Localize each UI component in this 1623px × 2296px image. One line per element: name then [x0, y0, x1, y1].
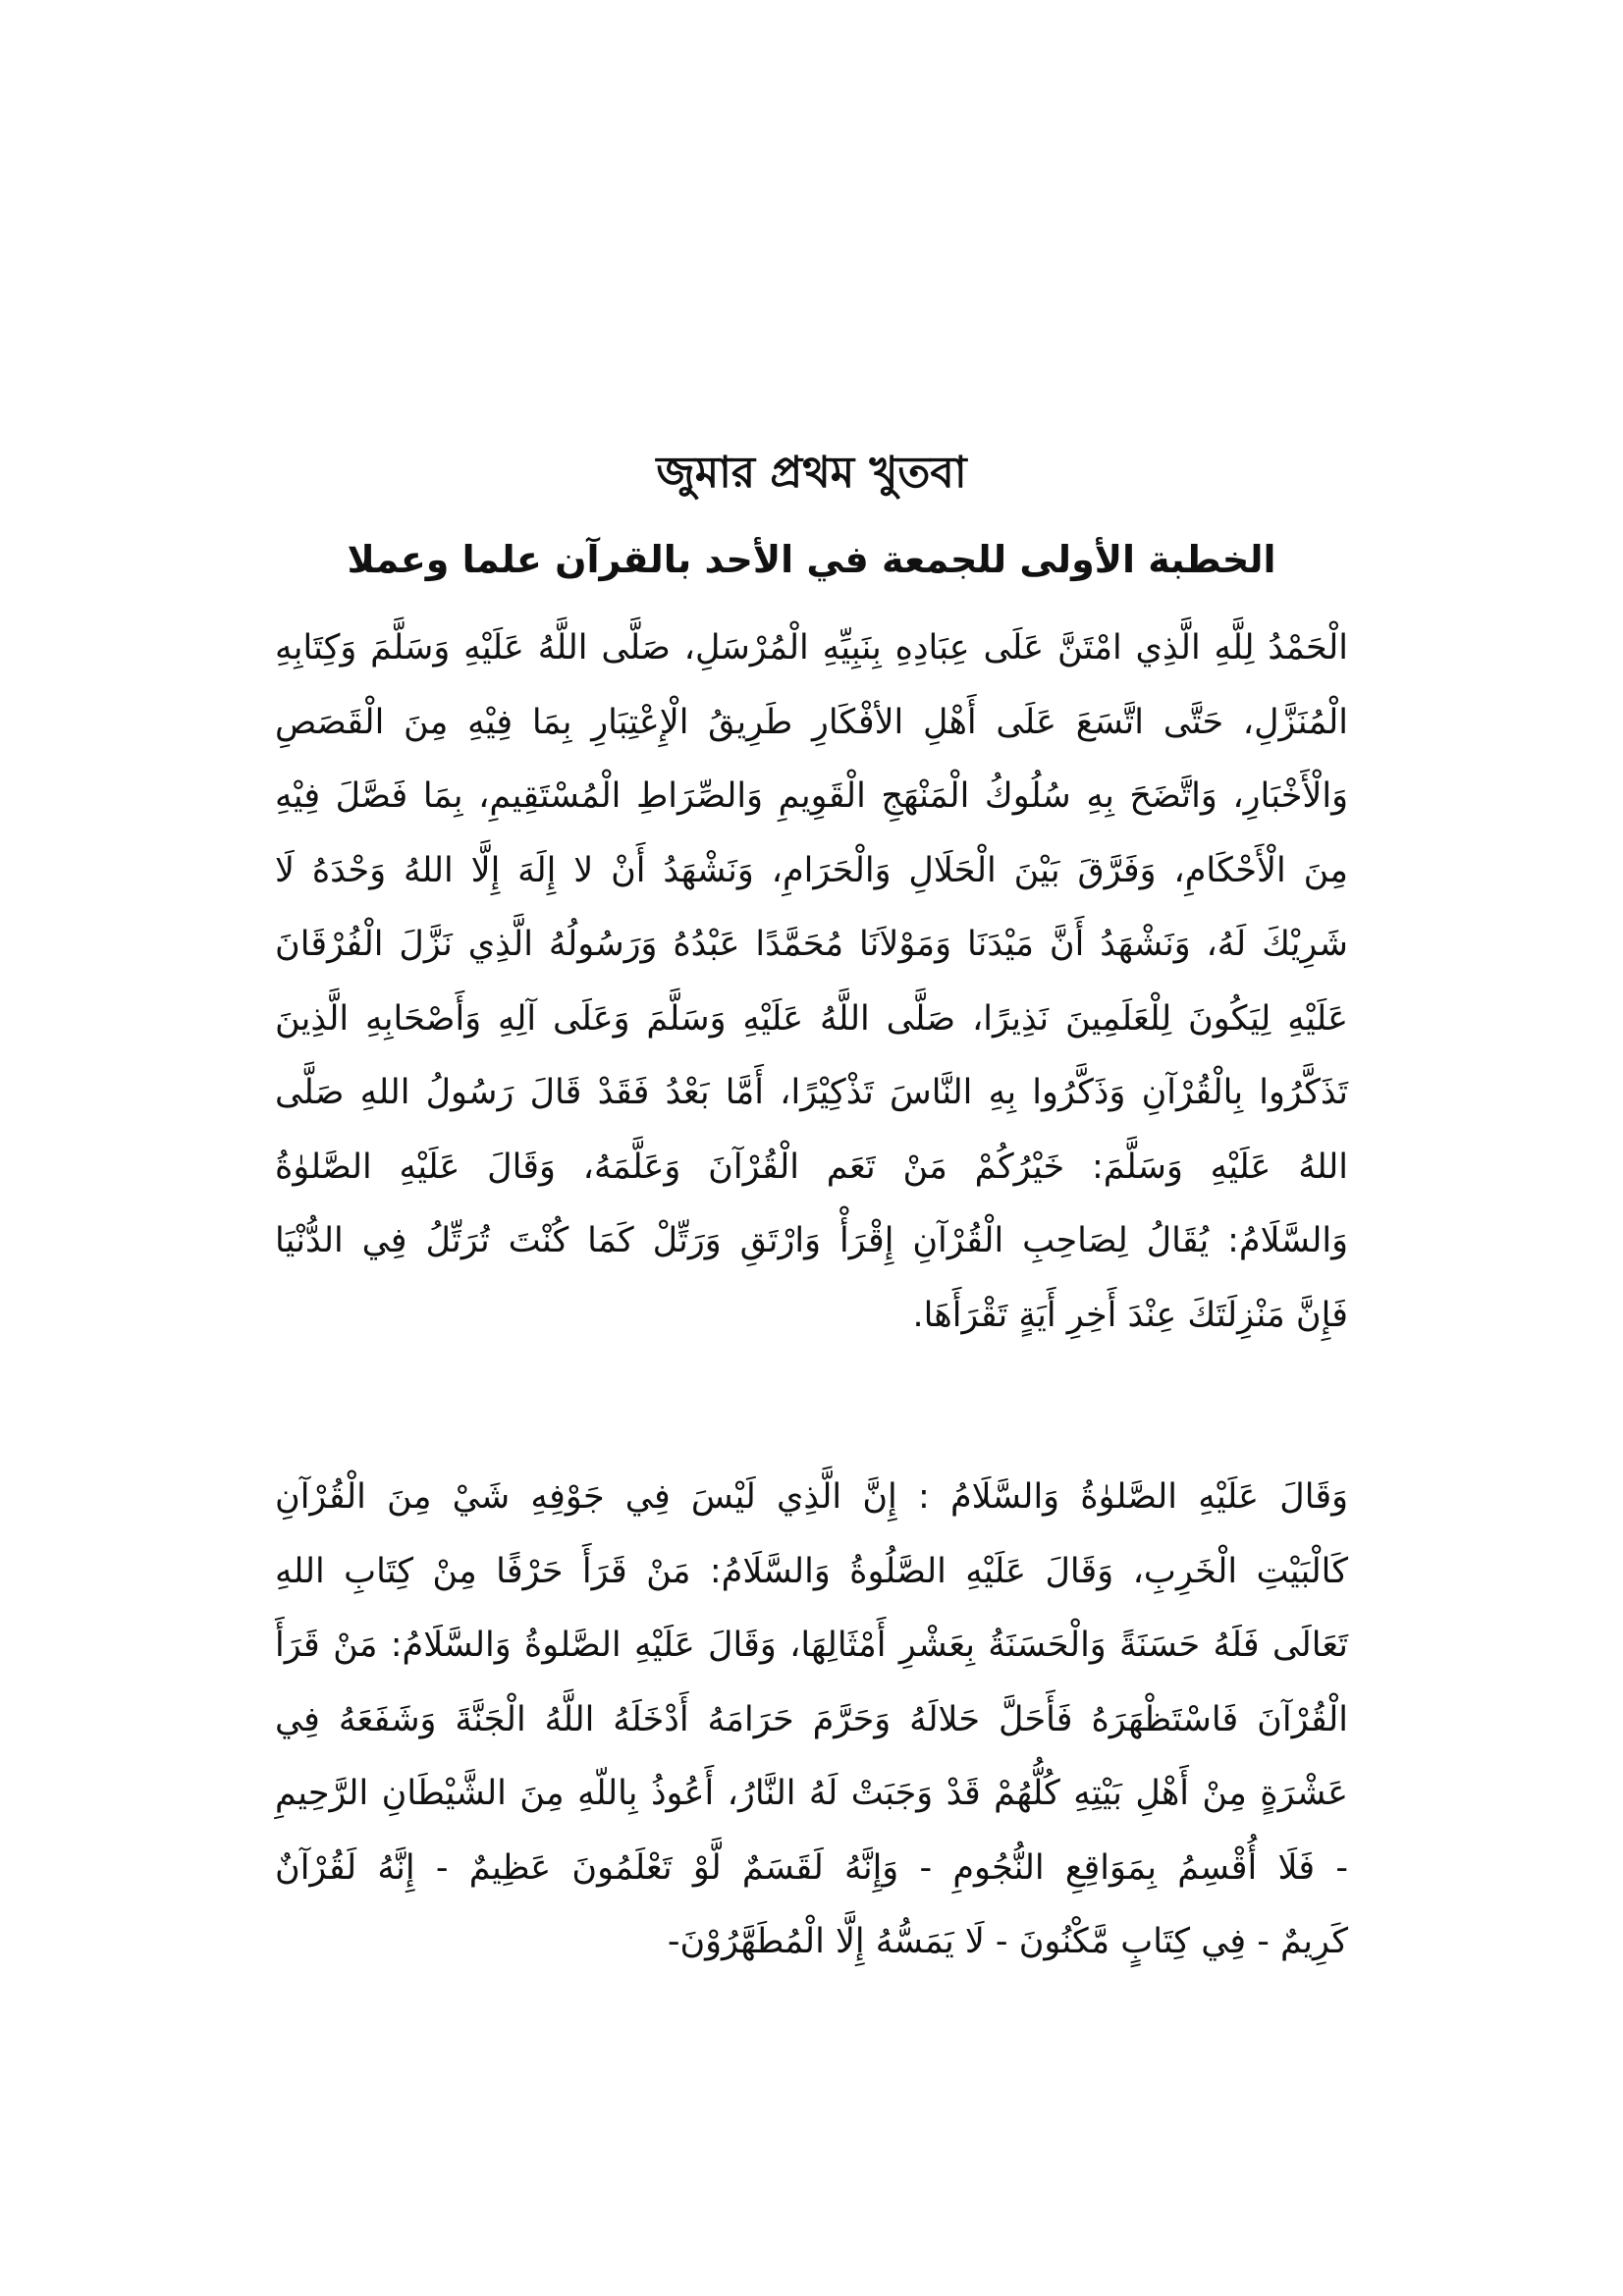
- text-line: وَالسَّلَامُ: يُقَالُ لِصَاحِبِ الْقُرْآنِ إِقْرَأْ وَارْتَقِ وَرَتِّلْ كَمَا كُنْتَ تُرَتِّلُ فِي الدُّنْيَا: [275, 1221, 1348, 1260]
- text-line: شَرِيْكَ لَهُ، وَنَشْهَدُ أَنَّ مَيْدَنَا وَمَوْلاَنَا مُحَمَّدًا عَبْدُهُ وَرَسُولُهُ الَّذِي نَزَّلَ الْفُرْقَانَ: [275, 925, 1348, 964]
- text-line: وَقَالَ عَلَيْهِ الصَّلوٰةُ وَالسَّلَامُ : إِنَّ الَّذِي لَيْسَ فِي جَوْفِهِ شَيْ مِنَ الْقُرْآنِ: [275, 1477, 1348, 1517]
- text-line: فَإِنَّ مَنْزِلَتَكَ عِنْدَ أَخِرِ أَيَةٍ تَقْرَأَهَا.: [912, 1295, 1348, 1335]
- text-line: الْمُنَزَّلِ، حَتَّى اتَّسَعَ عَلَى أَهْلِ الأفْكَارِ طَرِيقُ الْإِعْتِبَارِ بِمَا فِيْهِ مِنَ الْقَصَصِ: [275, 702, 1348, 742]
- text-line: كَرِيمٌ - فِي كِتَابٍ مَّكْنُونَ - لَا يَمَسُّهُ إِلَّا الْمُطَهَّرُوْنَ-: [667, 1922, 1348, 1961]
- arabic-heading: الخطبة الأولى للجمعة في الأحد بالقرآن علما وعملا: [347, 538, 1276, 581]
- text-line: الْقُرْآنَ فَاسْتَظْهَرَهُ فَأَحَلَّ حَلالَهُ وَحَرَّمَ حَرَامَهُ أَدْخَلَهُ اللَّهُ الْجَنَّةَ وَشَفَعَهُ فِي: [275, 1699, 1348, 1739]
- text-line: تَذَكَّرُوا بِالْقُرْآنِ وَذَكَّرُوا بِهِ النَّاسَ تَذْكِيْرًا، أَمَّا بَعْدُ فَقَدْ قَالَ رَسُولُ اللهِ صَلَّى: [275, 1073, 1348, 1112]
- bengali-heading: জুমার প্রথম খুতবা: [656, 448, 967, 498]
- text-line: عَشْرَةٍ مِنْ أَهْلِ بَيْتِهِ كُلُّهُمْ قَدْ وَجَبَتْ لَهُ النَّارُ، أَعُوذُ بِاللّهِ مِنَ الشَّيْطَانِ الرَّحِيمِ: [275, 1774, 1348, 1813]
- text-line: الْحَمْدُ لِلَّهِ الَّذِي امْتَنَّ عَلَى عِبَادِهِ بِنَبِيِّهِ الْمُرْسَلِ، صَلَّى اللَّهُ عَلَيْهِ وَسَلَّمَ وَكِتَابِهِ: [275, 628, 1348, 667]
- text-line: - فَلَا أُقْسِمُ بِمَوَاقِعِ النُّجُومِ - وَإِنَّهُ لَقَسَمٌ لَّوْ تَعْلَمُونَ عَظِيمٌ - إِنَّهُ لَقُرْآنٌ: [275, 1847, 1348, 1888]
- khutbah-paragraph-2: [275, 1461, 1348, 1980]
- text-line: مِنَ الْأَحْكَامِ، وَفَرَّقَ بَيْنَ الْحَلَالِ وَالْحَرَامِ، وَنَشْهَدُ أَنْ لا إِلَهَ إِلَّا اللهُ وَحْدَهُ لَا: [275, 850, 1348, 890]
- khutbah-paragraph-1: [275, 612, 1348, 1353]
- text-line: اللهُ عَلَيْهِ وَسَلَّمَ: خَيْرُكُمْ مَنْ تَعَم الْقُرْآنَ وَعَلَّمَهُ، وَقَالَ عَلَيْهِ الصَّلوٰةُ: [275, 1147, 1348, 1187]
- text-line: كَالْبَيْتِ الْخَرِبِ، وَقَالَ عَلَيْهِ الصَّلُوةُ وَالسَّلَامُ: مَنْ قَرَأَ حَرْفًا مِنْ كِتَابِ اللهِ: [275, 1551, 1348, 1591]
- text-line: عَلَيْهِ لِيَكُونَ لِلْعَلَمِينَ نَذِيرًا، صَلَّى اللَّهُ عَلَيْهِ وَسَلَّمَ وَعَلَى آلِهِ وَأَصْحَابِهِ الَّذِينَ: [275, 998, 1348, 1039]
- text-line: تَعَالَى فَلَهُ حَسَنَةً وَالْحَسَنَةُ بِعَشْرِ أَمْثَالِهَا، وَقَالَ عَلَيْهِ الصَّلوةُ وَالسَّلَامُ: مَنْ قَرَأَ: [275, 1626, 1348, 1665]
- text-line: وَالْأَخْبَارِ، وَاتَّضَحَ بِهِ سُلُوكُ الْمَنْهَجِ الْقَوِيمِ وَالصِّرَاطِ الْمُسْتَقِيمِ، بِمَا فَصَّلَ فِيْهِ: [275, 776, 1348, 816]
